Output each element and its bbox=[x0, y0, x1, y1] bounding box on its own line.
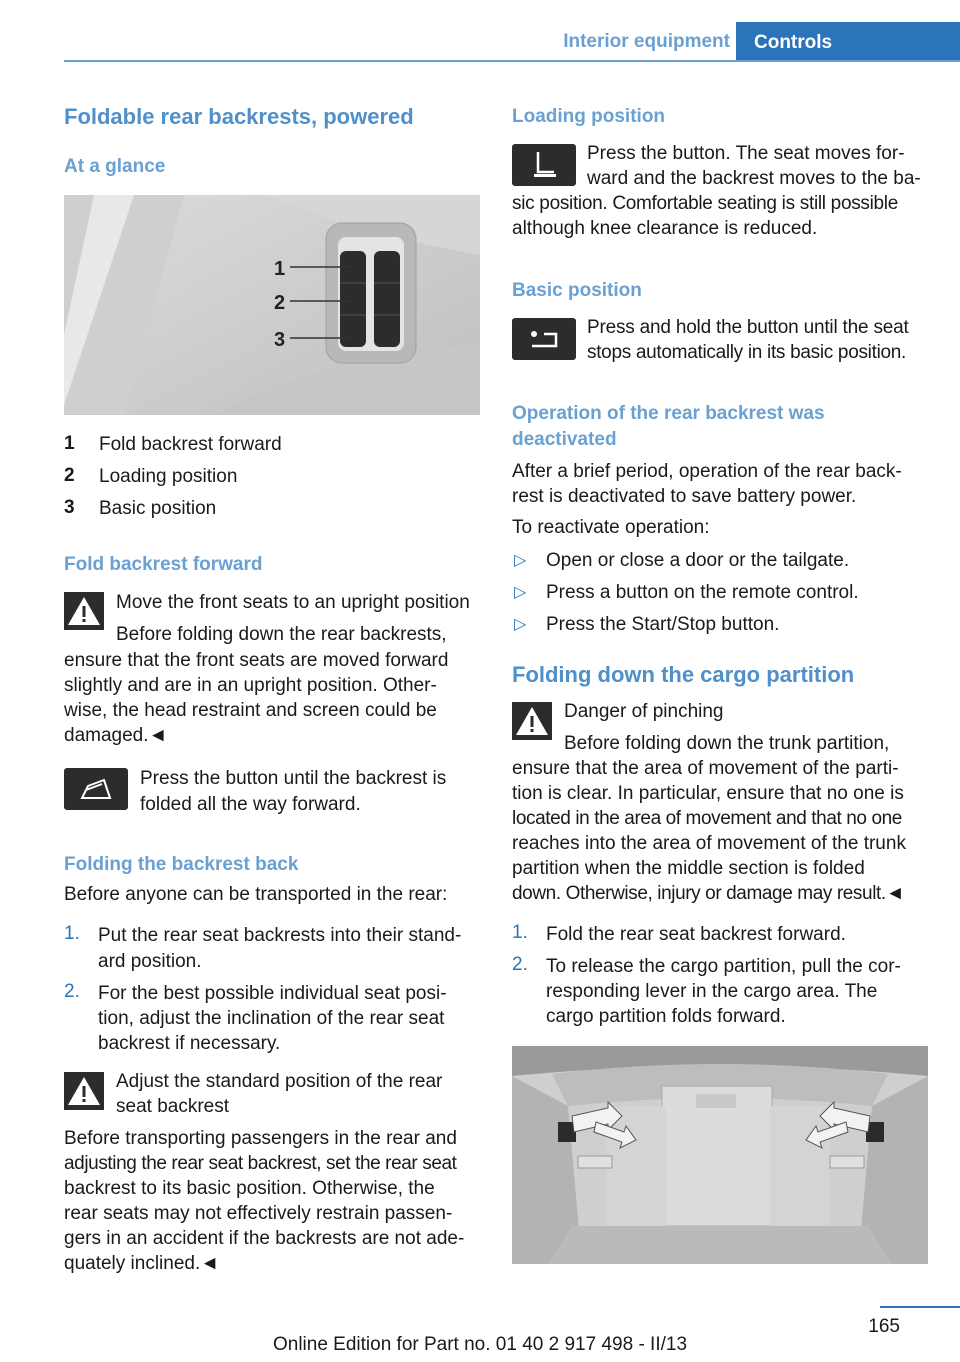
deactivated-text: After a brief period, operation of the rear back- bbox=[512, 461, 902, 482]
reactivate-intro: To reactivate operation: bbox=[512, 517, 710, 538]
header-tab-controls[interactable]: Controls bbox=[736, 22, 960, 62]
callout-2: 2 bbox=[274, 292, 286, 314]
footer-rule bbox=[880, 1306, 960, 1308]
adjust-warning-title: Adjust the standard position of the rear bbox=[116, 1071, 443, 1092]
cargo-warning-line: located in the area of movement and that no one bbox=[512, 808, 902, 829]
step-text: responding lever in the cargo area. The bbox=[546, 981, 878, 1002]
page-title: Foldable rear backrests, powered bbox=[64, 104, 414, 129]
loading-text: ward and the backrest moves to the ba- bbox=[587, 168, 921, 189]
legend-text: Loading position bbox=[99, 465, 238, 487]
bullet-text: Press a button on the remote control. bbox=[546, 582, 859, 603]
fold-warning-line: slightly and are in an upright position. Other- bbox=[64, 675, 437, 696]
cargo-warning-line: tion is clear. In particular, ensure that no one is bbox=[512, 783, 904, 804]
step-text: ard position. bbox=[98, 951, 202, 972]
legend-item bbox=[64, 460, 484, 492]
cargo-warning-title: Danger of pinching bbox=[564, 701, 724, 722]
legend-num: 3 bbox=[64, 497, 75, 518]
back-heading: Folding the backrest back bbox=[64, 854, 299, 875]
adjust-warning-line: quately inclined.◄ bbox=[64, 1253, 220, 1274]
page-number: 165 bbox=[868, 1316, 900, 1337]
loading-position-button-icon bbox=[512, 144, 576, 186]
loading-heading: Loading position bbox=[512, 106, 666, 127]
legend-text: Basic position bbox=[99, 497, 217, 519]
basic-position-button-icon bbox=[512, 318, 576, 360]
adjust-warning-line: backrest to its basic position. Otherwise, the bbox=[64, 1178, 435, 1199]
cargo-warning-line: partition when the middle section is folded bbox=[512, 858, 865, 879]
bullet-triangle-icon: ▷ bbox=[514, 616, 527, 633]
fold-forward-button-icon bbox=[64, 768, 128, 810]
step-text: Put the rear seat backrests into their stand- bbox=[98, 925, 462, 946]
legend-num: 2 bbox=[64, 465, 75, 486]
cargo-warning-line: down. Otherwise, injury or damage may result.◄ bbox=[512, 883, 905, 904]
step-text: Fold the rear seat backrest forward. bbox=[546, 924, 846, 945]
step-number: 2. bbox=[512, 954, 528, 975]
loading-text: sic position. Comfortable seating is still possible bbox=[512, 193, 898, 214]
step-text: backrest if necessary. bbox=[98, 1033, 281, 1054]
adjust-warning-line: Before transporting passengers in the rear and bbox=[64, 1128, 457, 1149]
adjust-warning-line: adjusting the rear seat backrest, set the rear seat bbox=[64, 1153, 457, 1174]
adjust-warning-title: seat backrest bbox=[116, 1096, 229, 1117]
bullet-text: Open or close a door or the tailgate. bbox=[546, 550, 850, 571]
callout-3: 3 bbox=[274, 329, 286, 351]
basic-text: Press and hold the button until the seat bbox=[587, 317, 909, 338]
cargo-warning-line: Before folding down the trunk partition, bbox=[564, 733, 890, 754]
figure-legend bbox=[64, 428, 484, 524]
legend-num: 1 bbox=[64, 433, 75, 454]
step-text: cargo partition folds forward. bbox=[546, 1006, 786, 1027]
fold-warning-line: ensure that the front seats are moved forward bbox=[64, 650, 449, 671]
fold-button-text: Press the button until the backrest is bbox=[140, 768, 447, 789]
fold-warning-line: damaged.◄ bbox=[64, 725, 168, 746]
deactivated-text: rest is deactivated to save battery power. bbox=[512, 486, 857, 507]
fold-warning-line: wise, the head restraint and screen could be bbox=[64, 700, 437, 721]
step-text: To release the cargo partition, pull the cor- bbox=[546, 956, 901, 977]
fold-button-text: folded all the way forward. bbox=[140, 794, 361, 815]
callout-1: 1 bbox=[274, 258, 286, 280]
cargo-warning-line: reaches into the area of movement of the trunk bbox=[512, 833, 906, 854]
warning-icon bbox=[64, 592, 104, 630]
backrest-switch-photo bbox=[64, 195, 480, 415]
bullet-triangle-icon: ▷ bbox=[514, 584, 527, 601]
adjust-warning-line: rear seats may not effectively restrain passen- bbox=[64, 1203, 453, 1224]
legend-text: Fold backrest forward bbox=[99, 433, 282, 455]
loading-text: although knee clearance is reduced. bbox=[512, 218, 818, 239]
step-text: For the best possible individual seat posi- bbox=[98, 983, 447, 1004]
cargo-heading: Folding down the cargo partition bbox=[512, 662, 855, 687]
deactivated-heading: Operation of the rear backrest was bbox=[512, 403, 825, 424]
back-intro: Before anyone can be transported in the rear: bbox=[64, 884, 448, 905]
fold-heading: Fold backrest forward bbox=[64, 554, 263, 575]
at-a-glance-heading: At a glance bbox=[64, 156, 166, 177]
step-number: 1. bbox=[512, 922, 528, 943]
deactivated-heading: deactivated bbox=[512, 429, 617, 450]
warning-icon bbox=[512, 702, 552, 740]
basic-text: stops automatically in its basic position. bbox=[587, 342, 907, 363]
footer-edition: Online Edition for Part no. 01 40 2 917 498 - II/13 bbox=[272, 1334, 688, 1355]
header-section-label: Interior equipment bbox=[563, 31, 730, 52]
bullet-text: Press the Start/Stop button. bbox=[546, 614, 780, 635]
adjust-warning-line: gers in an accident if the backrests are not ade- bbox=[64, 1228, 465, 1249]
cargo-warning-line: ensure that the area of movement of the parti- bbox=[512, 758, 899, 779]
step-number: 1. bbox=[64, 923, 80, 944]
loading-text: Press the button. The seat moves for- bbox=[587, 143, 905, 164]
fold-warning-title: Move the front seats to an upright position bbox=[116, 592, 470, 613]
warning-icon bbox=[64, 1072, 104, 1110]
step-text: tion, adjust the inclination of the rear seat bbox=[98, 1008, 445, 1029]
bullet-triangle-icon: ▷ bbox=[514, 552, 527, 569]
legend-item bbox=[64, 428, 484, 460]
step-number: 2. bbox=[64, 981, 80, 1002]
legend-item bbox=[64, 492, 484, 524]
cargo-area-photo bbox=[512, 1046, 928, 1264]
basic-heading: Basic position bbox=[512, 280, 642, 301]
header-rule bbox=[64, 60, 960, 62]
fold-warning-line: Before folding down the rear backrests, bbox=[116, 624, 447, 645]
